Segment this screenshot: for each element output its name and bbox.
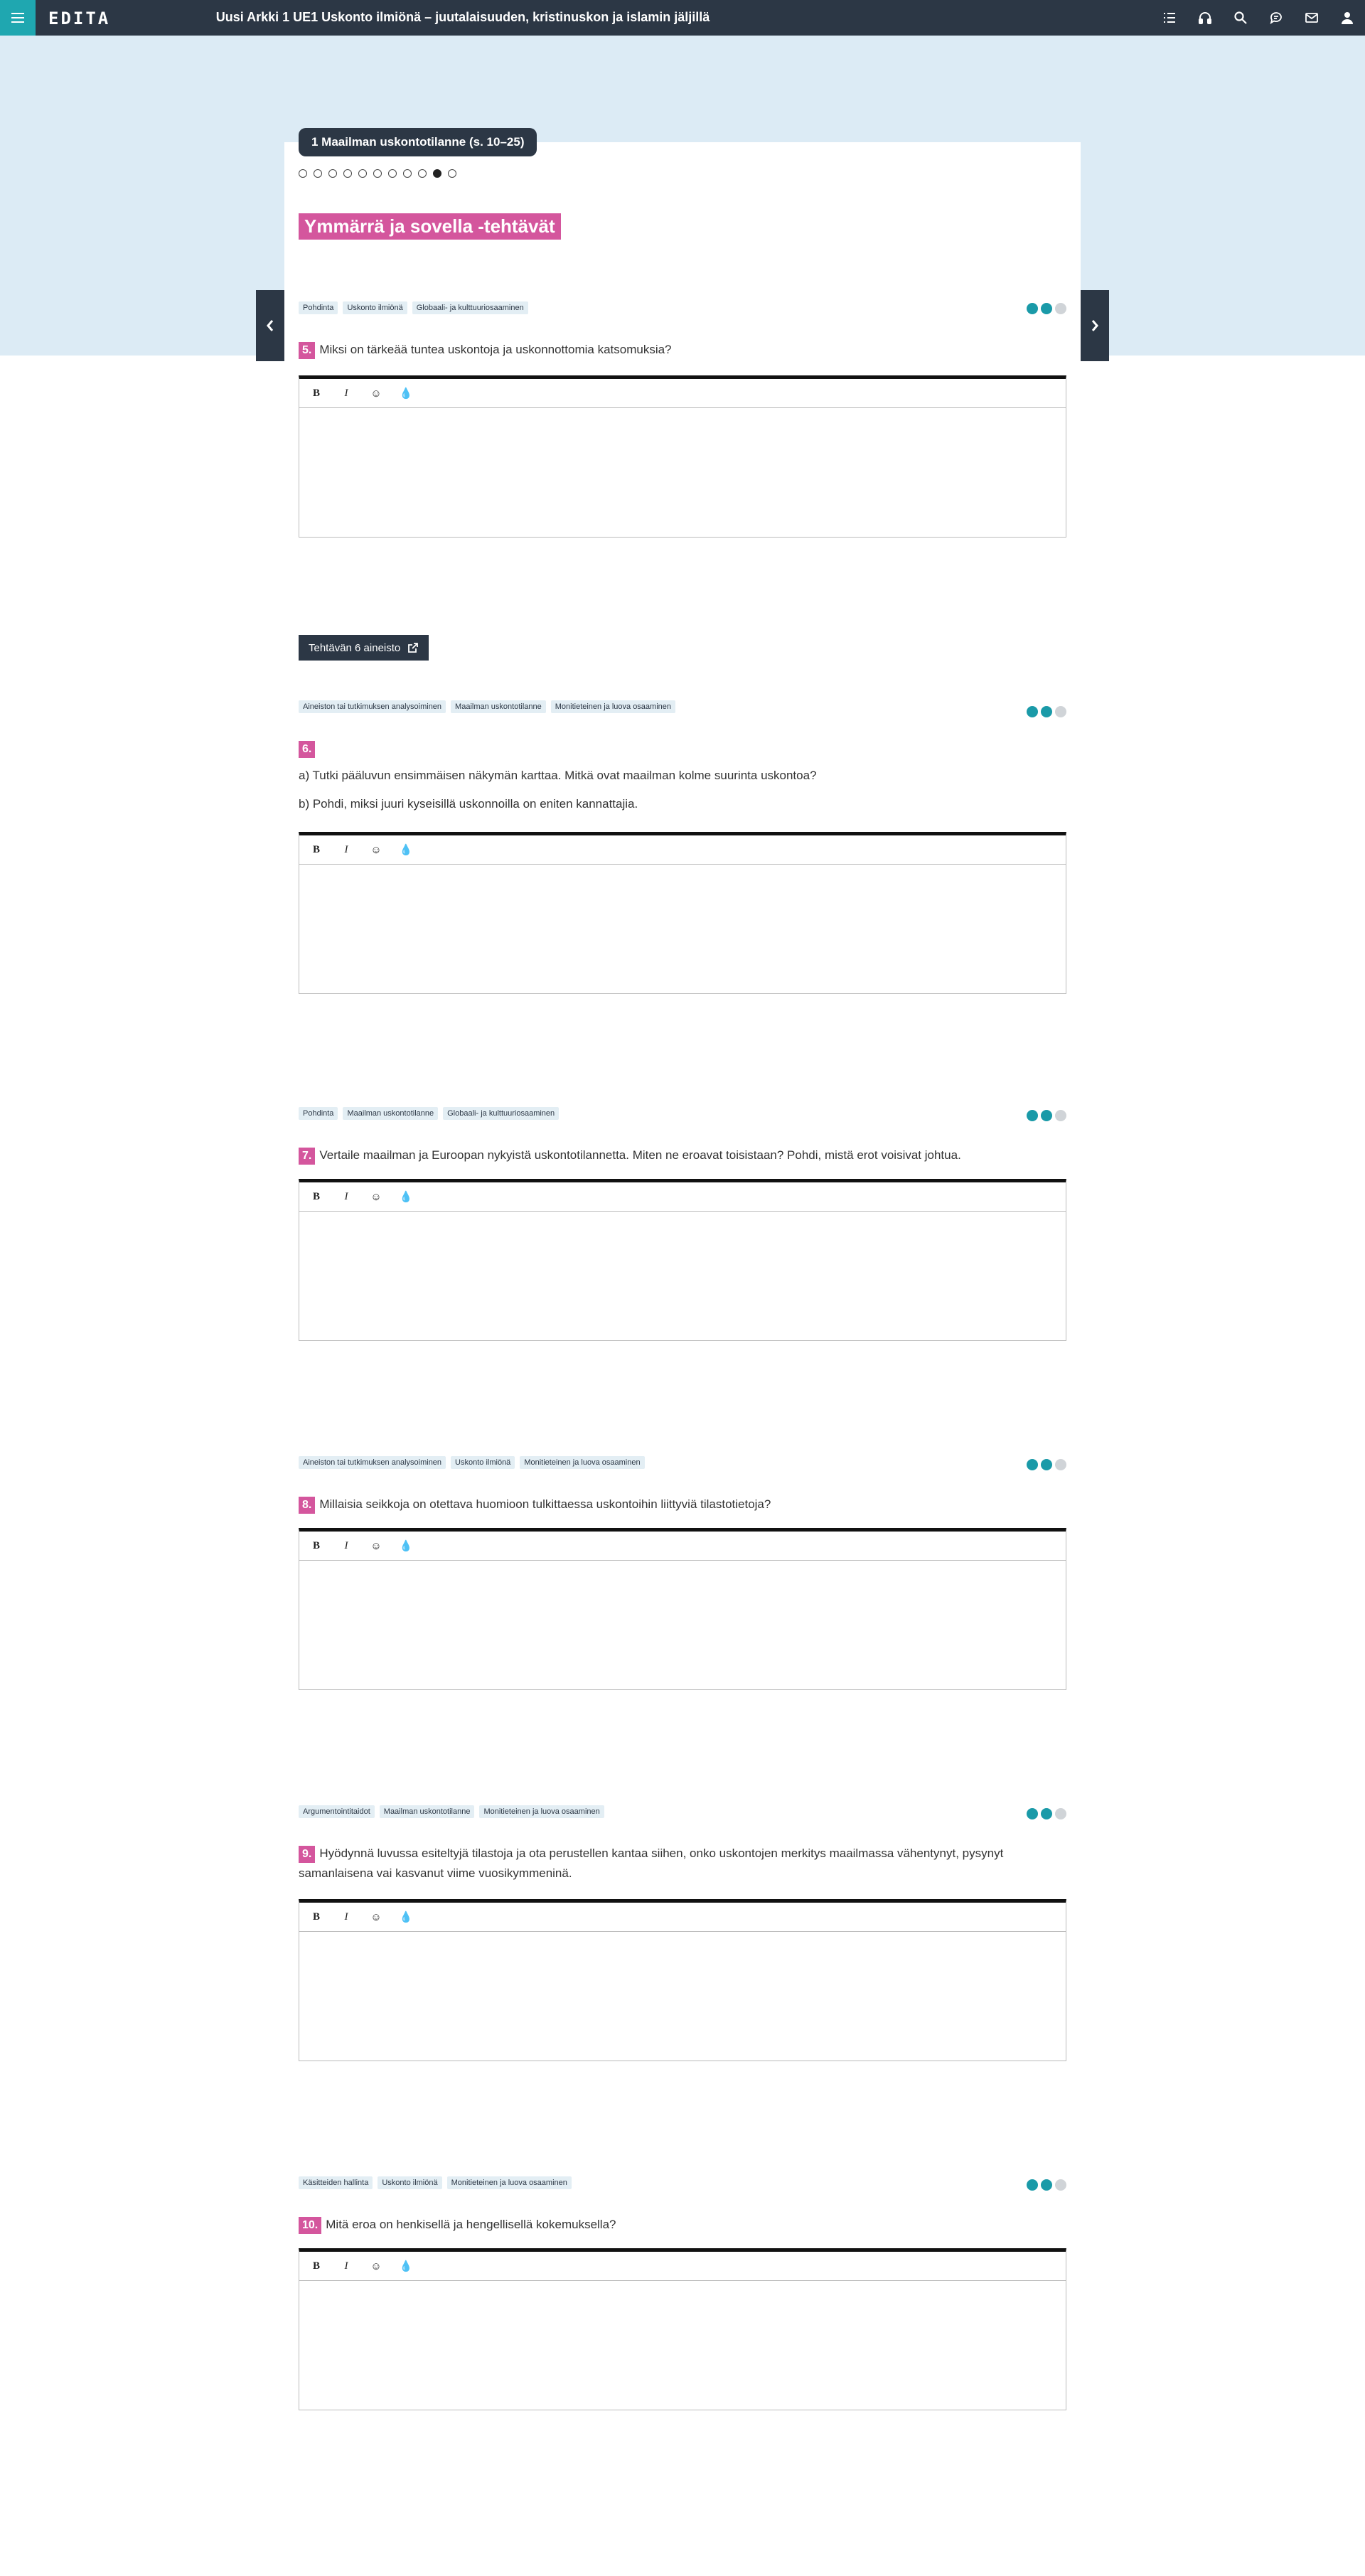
drop-button[interactable]: 💧 [399, 2260, 413, 2272]
task-tags [299, 2176, 572, 2189]
question-text [299, 1145, 1066, 1165]
italic-button[interactable]: I [344, 843, 348, 855]
italic-button[interactable]: I [344, 1190, 348, 1202]
task-tags [299, 1107, 559, 1120]
drop-button[interactable]: 💧 [399, 1911, 413, 1923]
difficulty-indicator [1027, 1808, 1066, 1819]
tag: Argumentointitaidot [299, 1805, 375, 1818]
question-body: Mitä eroa on henkisellä ja hengellisellä kokemuksella? [326, 2218, 616, 2231]
tag: Pohdinta [299, 301, 338, 314]
chapter-label: 1 Maailman uskontotilanne (s. 10–25) [299, 128, 537, 156]
task-tags [299, 1805, 604, 1818]
drop-button[interactable]: 💧 [399, 1540, 413, 1552]
page-dot[interactable] [343, 169, 352, 178]
chevron-right-icon [1089, 317, 1101, 334]
sub-question-b: b) Pohdi, miksi juuri kyseisillä uskonnoilla on eniten kannattajia. [299, 797, 638, 811]
tag: Pohdinta [299, 1107, 338, 1120]
emoji-button[interactable]: ☺ [370, 843, 382, 856]
editor-toolbar [299, 835, 1066, 865]
italic-button[interactable]: I [344, 2260, 348, 2272]
tag: Maailman uskontotilanne [451, 700, 546, 713]
emoji-button[interactable]: ☺ [370, 2260, 382, 2272]
list-icon[interactable] [1152, 0, 1187, 36]
question-body: Miksi on tärkeää tuntea uskontoja ja uskonnottomia katsomuksia? [319, 343, 672, 356]
mail-icon[interactable] [1294, 0, 1329, 36]
editor-toolbar [299, 1903, 1066, 1932]
answer-editor[interactable] [299, 1179, 1066, 1341]
task-tags [299, 700, 675, 713]
question-number: 10. [299, 2217, 321, 2234]
question-text [299, 1495, 1066, 1514]
question-body: Vertaile maailman ja Euroopan nykyistä uskontotilannetta. Miten ne eroavat toisistaan? Pohdi, mistä erot voisivat johtua. [319, 1148, 961, 1162]
chat-icon[interactable] [1258, 0, 1294, 36]
task-tags [299, 301, 528, 314]
editor-toolbar [299, 379, 1066, 408]
section-heading: Ymmärrä ja sovella -tehtävät [299, 213, 561, 240]
bold-button[interactable]: B [312, 1190, 320, 1202]
chevron-left-icon [264, 317, 276, 334]
answer-editor[interactable] [299, 1899, 1066, 2061]
question-number: 9. [299, 1846, 315, 1863]
drop-button[interactable]: 💧 [399, 1191, 413, 1203]
difficulty-indicator [1027, 2179, 1066, 2191]
page-dot[interactable] [314, 169, 322, 178]
logo[interactable]: EDITA [48, 9, 111, 28]
task-tags [299, 1456, 645, 1469]
sub-question-a: a) Tutki pääluvun ensimmäisen näkymän karttaa. Mitkä ovat maailman kolme suurinta uskontoa? [299, 769, 817, 782]
bold-button[interactable]: B [312, 2260, 320, 2272]
tag: Monitieteinen ja luova osaaminen [551, 700, 675, 713]
user-icon[interactable] [1329, 0, 1365, 36]
answer-editor[interactable] [299, 2248, 1066, 2410]
page-dot[interactable] [418, 169, 427, 178]
headphones-icon[interactable] [1187, 0, 1223, 36]
app-title: Uusi Arkki 1 UE1 Uskonto ilmiönä – juutalaisuuden, kristinuskon ja islamin jäljillä [215, 10, 710, 24]
page-indicator [299, 169, 456, 178]
bold-button[interactable]: B [312, 387, 320, 399]
material-button[interactable] [299, 635, 429, 661]
search-icon[interactable] [1223, 0, 1258, 36]
question-body: Millaisia seikkoja on otettava huomioon tulkittaessa uskontoihin liittyviä tilastotietoja? [319, 1497, 771, 1511]
difficulty-indicator [1027, 1459, 1066, 1470]
emoji-button[interactable]: ☺ [370, 1910, 382, 1923]
bold-button[interactable]: B [312, 1910, 320, 1923]
page-dot[interactable] [358, 169, 367, 178]
emoji-button[interactable]: ☺ [370, 1190, 382, 1203]
tag: Monitieteinen ja luova osaaminen [520, 1456, 644, 1469]
italic-button[interactable]: I [344, 1539, 348, 1551]
page-dot[interactable] [388, 169, 397, 178]
bold-button[interactable]: B [312, 843, 320, 855]
drop-button[interactable]: 💧 [399, 844, 413, 856]
italic-button[interactable]: I [344, 387, 348, 399]
emoji-button[interactable]: ☺ [370, 387, 382, 400]
drop-button[interactable]: 💧 [399, 388, 413, 400]
emoji-button[interactable]: ☺ [370, 1539, 382, 1552]
question-number: 8. [299, 1497, 315, 1514]
answer-editor[interactable] [299, 832, 1066, 994]
answer-editor[interactable] [299, 375, 1066, 538]
page-dot[interactable] [299, 169, 307, 178]
material-button-label: Tehtävän 6 aineisto [309, 641, 401, 654]
tag: Globaali- ja kulttuuriosaaminen [443, 1107, 559, 1120]
previous-page-button[interactable] [256, 290, 284, 361]
italic-button[interactable]: I [344, 1910, 348, 1923]
tag: Monitieteinen ja luova osaaminen [447, 2176, 572, 2189]
bold-button[interactable]: B [312, 1539, 320, 1551]
tag: Uskonto ilmiönä [378, 2176, 441, 2189]
answer-editor[interactable] [299, 1528, 1066, 1690]
tag: Aineiston tai tutkimuksen analysoiminen [299, 700, 446, 713]
external-link-icon [407, 642, 419, 653]
question-text [299, 739, 1066, 759]
tag: Aineiston tai tutkimuksen analysoiminen [299, 1456, 446, 1469]
question-text [299, 340, 1066, 360]
tag: Maailman uskontotilanne [380, 1805, 475, 1818]
difficulty-indicator [1027, 706, 1066, 717]
question-number: 5. [299, 342, 315, 359]
question-number: 6. [299, 741, 315, 758]
difficulty-indicator [1027, 303, 1066, 314]
question-body: Hyödynnä luvussa esiteltyjä tilastoja ja ota perustellen kantaa siihen, onko uskontojen merkitys maailmassa vähentynyt, pysynyt samanlaisena vai kasvanut viime vuosikymmeninä. [299, 1847, 1004, 1880]
tag: Uskonto ilmiönä [343, 301, 407, 314]
page-dot[interactable] [373, 169, 382, 178]
editor-toolbar [299, 1182, 1066, 1212]
question-text [299, 2215, 1066, 2235]
tag: Monitieteinen ja luova osaaminen [479, 1805, 604, 1818]
tag: Globaali- ja kulttuuriosaaminen [412, 301, 528, 314]
page-dot[interactable] [328, 169, 337, 178]
topbar-actions [1152, 0, 1365, 36]
question-number: 7. [299, 1148, 315, 1165]
tag: Maailman uskontotilanne [343, 1107, 438, 1120]
question-text [299, 1844, 1066, 1883]
page-dot[interactable] [448, 169, 456, 178]
editor-toolbar [299, 1532, 1066, 1561]
difficulty-indicator [1027, 1110, 1066, 1121]
page-dot[interactable] [403, 169, 412, 178]
tag: Käsitteiden hallinta [299, 2176, 373, 2189]
next-page-button[interactable] [1081, 290, 1109, 361]
page-dot[interactable] [433, 169, 441, 178]
editor-toolbar [299, 2252, 1066, 2281]
tag: Uskonto ilmiönä [451, 1456, 515, 1469]
top-bar [0, 0, 1365, 36]
